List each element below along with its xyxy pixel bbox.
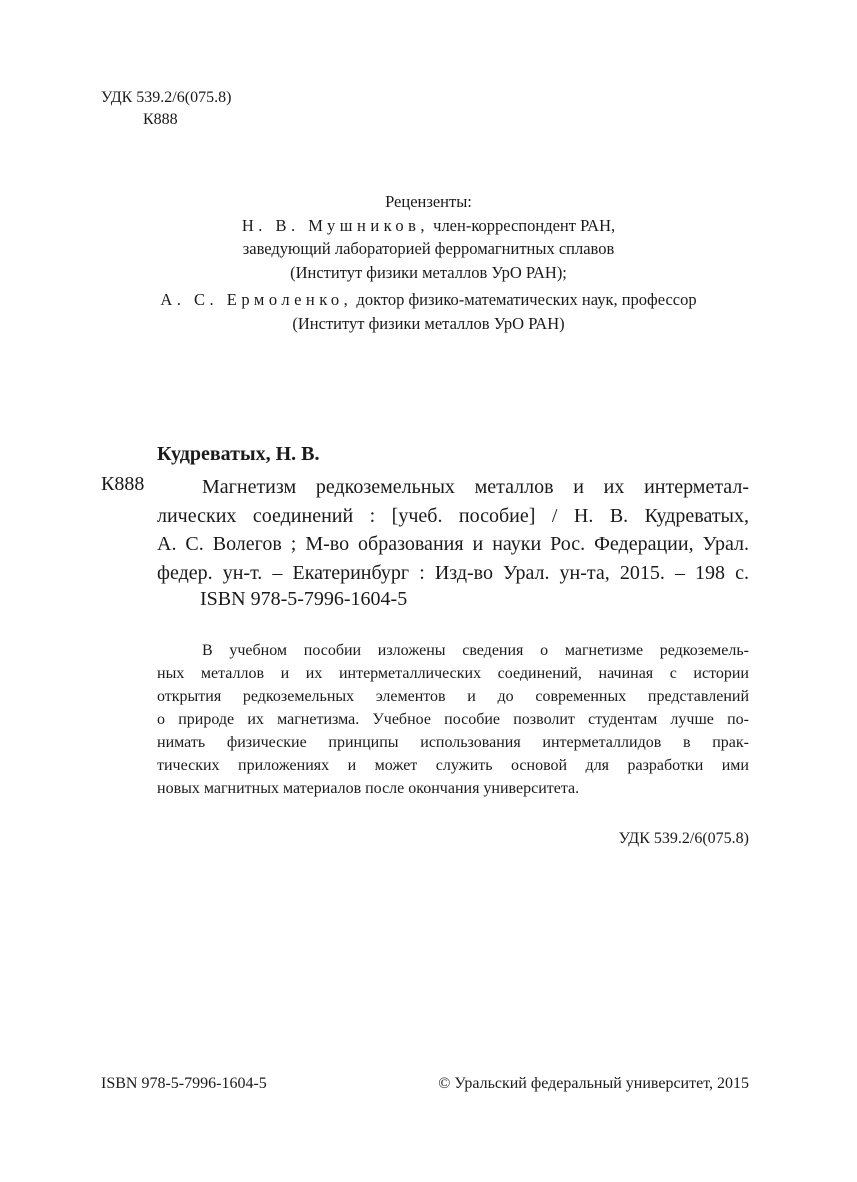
footer-copyright: © Уральский федеральный университет, 2015 xyxy=(438,1075,749,1092)
udk-classification: УДК 539.2/6(075.8) xyxy=(101,89,232,106)
abstract-paragraph xyxy=(157,639,749,800)
abstract-line: тических приложениях и может служить основой для разработки ими xyxy=(157,757,749,774)
biblio-line: федер. ун-т. – Екатеринбург : Изд-во Урал. ун-та, 2015. – 198 с. xyxy=(157,561,749,584)
abstract-line: ных металлов и их интерметаллических соединений, начиная с истории xyxy=(157,665,749,682)
reviewers-heading: Рецензенты: xyxy=(385,192,472,211)
reviewer-2-name: А. С. Ермоленко, xyxy=(160,290,353,309)
author-mark-code: К888 xyxy=(143,111,178,128)
reviewers-block xyxy=(0,190,857,335)
abstract-line: В учебном пособии изложены сведения о магнетизме редкоземель- xyxy=(202,642,749,659)
abstract-line: новых магнитных материалов после окончания университета. xyxy=(157,780,580,797)
biblio-line: лических соединений : [учеб. пособие] / Н. В. Кудреватых, xyxy=(157,504,749,527)
abstract-line: о природе их магнетизма. Учебное пособие позволит студентам лучше по- xyxy=(157,711,749,728)
reviewer-2-affiliation: (Институт физики металлов УрО РАН) xyxy=(292,313,565,333)
udk-right: УДК 539.2/6(075.8) xyxy=(618,830,749,847)
reviewer-1-name: Н. В. Мушников, xyxy=(241,215,430,235)
biblio-line: Магнетизм редкоземельных металлов и их интерметал- xyxy=(202,476,749,498)
biblio-isbn: ISBN 978-5-7996-1604-5 xyxy=(200,588,408,610)
reviewer-2-title: доктор физико-математических наук, профессор xyxy=(356,290,697,309)
reviewer-1-position: заведующий лабораторией ферромагнитных сплавов xyxy=(242,239,615,258)
reviewer-1-affiliation: (Институт физики металлов УрО РАН); xyxy=(290,262,567,282)
reviewer-1 xyxy=(0,214,857,238)
udk-block xyxy=(101,87,231,131)
author-heading: Кудреватых, Н. В. xyxy=(157,443,320,465)
abstract-line: открытия редкоземельных элементов и до современных представлений xyxy=(157,688,749,705)
footer-isbn: ISBN 978-5-7996-1604-5 xyxy=(101,1075,267,1092)
reviewer-2 xyxy=(0,288,857,312)
biblio-line: А. С. Волегов ; М-во образования и науки Рос. Федерации, Урал. xyxy=(157,533,749,555)
bibliographic-description xyxy=(157,473,749,587)
reviewer-1-title: член-корреспондент РАН, xyxy=(433,215,616,235)
bibliographic-code: К888 xyxy=(101,473,145,495)
abstract-line: нимать физические принципы использования интерметаллидов в прак- xyxy=(157,734,749,751)
